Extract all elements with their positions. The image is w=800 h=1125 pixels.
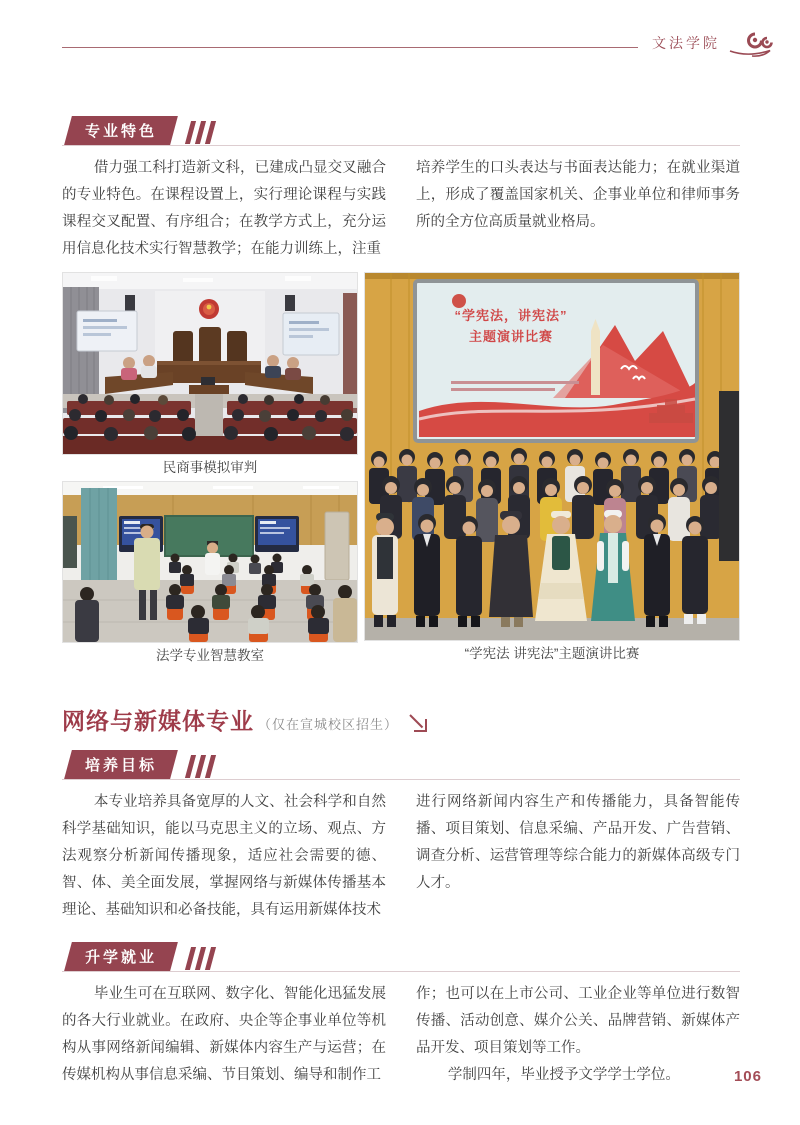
caption-smart-classroom: 法学专业智慧教室 — [156, 648, 264, 663]
badge-slash — [185, 947, 196, 970]
major-subtitle: （仅在宣城校区招生） — [258, 716, 399, 732]
badge-slash — [205, 947, 216, 970]
badge-slash — [195, 947, 206, 970]
caption-mock-trial: 民商事模拟审判 — [162, 460, 258, 475]
badge-slash — [185, 755, 196, 778]
badge-slash — [195, 755, 206, 778]
cloud-swirl-icon — [726, 29, 774, 59]
major-title-row — [62, 703, 740, 736]
major-title: 网络与新媒体专业 — [62, 708, 254, 734]
badge-slash — [195, 121, 206, 144]
career-badge: 升学就业 — [64, 942, 178, 971]
career-columns — [62, 981, 740, 1089]
header-college-title: 文法学院 — [652, 35, 720, 51]
goal-text-right: 进行网络新闻内容生产和传播能力，具备智能传播、项目策划、信息采编、产品开发、广告营销、调查分析、运营管理等综合能力的新媒体高级专门人才。 — [416, 794, 740, 891]
slide-title — [431, 305, 591, 347]
career-text-right: 作；也可以在上市公司、工业企业等单位进行数智传播、活动创意、媒介公关、品牌营销、新媒体产品开发、项目策划等工作。 — [416, 986, 740, 1056]
career-badge-row — [62, 944, 740, 972]
feature-columns — [62, 155, 740, 263]
feature-badge: 专业特色 — [64, 116, 178, 145]
photo-smart-classroom — [62, 481, 358, 643]
goal-badge: 培养目标 — [64, 750, 178, 779]
feature-badge-row — [62, 118, 740, 146]
career-text-left: 毕业生可在互联网、数字化、智能化迅猛发展的各大行业就业。在政府、央企等企事业单位等机构从事网络新闻编辑、新媒体内容生产与运营；在传媒机构从事信息采编、节目策划、编导和制作工 — [62, 986, 386, 1083]
feature-text-left: 借力强工科打造新文科，已建成凸显交叉融合的专业特色。在课程设置上，实行理论课程与实践课程交叉配置、有序组合；在教学方式上，充分运用信息化技术实行智慧教学；在能力训练上，注重 — [62, 160, 386, 257]
slide-title-line1: “学宪法，讲宪法” — [454, 308, 568, 323]
section-goal — [0, 752, 800, 924]
photo-mock-trial — [62, 272, 358, 455]
section-career — [0, 944, 800, 1089]
photo-gallery — [62, 272, 740, 669]
badge-slash — [205, 755, 216, 778]
section-feature — [0, 118, 800, 263]
mock-trial-illustration — [63, 273, 357, 454]
feature-text-right: 培养学生的口头表达与书面表达能力；在就业渠道上，形成了覆盖国家机关、企事业单位和律师事务所的全方位高质量就业格局。 — [416, 160, 740, 230]
goal-columns — [62, 789, 740, 924]
header-rule — [62, 47, 638, 48]
badge-slash — [185, 121, 196, 144]
goal-badge-row — [62, 752, 740, 780]
goal-text-left: 本专业培养具备宽厚的人文、社会科学和自然科学基础知识，能以马克思主义的立场、观点、方法观察分析新闻传播现象，适应社会需要的德、智、体、美全面发展，掌握网络与新媒体传播基本理论、基础知识和必备技能，具有运用新媒体技术 — [62, 794, 386, 918]
slide-title-line2: 主题演讲比赛 — [468, 329, 553, 344]
diagonal-arrow-icon — [406, 711, 430, 735]
smart-classroom-illustration — [63, 482, 357, 642]
page-header — [0, 0, 800, 56]
caption-speech-contest: “学宪法 讲宪法”主题演讲比赛 — [464, 646, 640, 661]
career-degree-text: 学制四年，毕业授予文学学士学位。 — [447, 1067, 680, 1083]
badge-slash — [205, 121, 216, 144]
page-number: 106 — [733, 1068, 762, 1085]
photo-speech-contest — [364, 272, 740, 641]
